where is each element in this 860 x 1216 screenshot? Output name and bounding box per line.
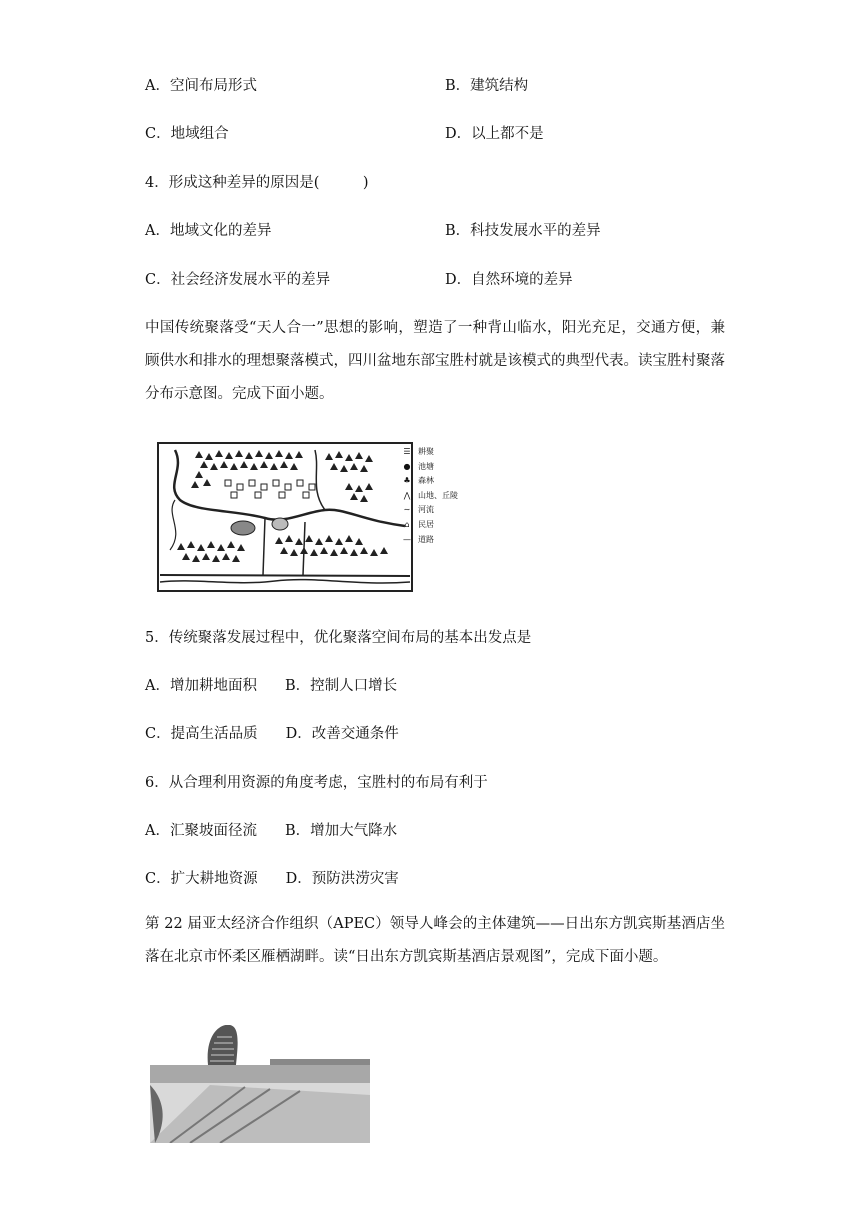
- q5-option-d: D．改善交通条件: [285, 726, 399, 742]
- settlement-intro: 中国传统聚落受“天人合一”思想的影响，塑造了一种背山临水，阳光充足，交通方便，兼顾供水和排水的理想聚落模式，四川盆地东部宝胜村就是该模式的典型代表。读宝胜村聚落分布示意图。完成下面小题。: [145, 320, 725, 402]
- q4-option-d: D．自然环境的差异: [445, 272, 573, 288]
- forest-icon: ♣: [403, 476, 411, 486]
- q4-option-b: B．科技发展水平的差异: [445, 223, 601, 239]
- legend-item: ♣ 森林: [400, 474, 458, 489]
- q5-option-b: B．控制人口增长: [284, 678, 398, 694]
- road-icon: —: [403, 534, 411, 544]
- option-row: [145, 76, 257, 96]
- q4-option-c: C．社会经济发展水平的差异: [145, 272, 331, 288]
- q6-option-a: A．汇聚坡面径流: [145, 823, 257, 839]
- pond-icon: ●: [403, 461, 411, 471]
- question-6-stem: 6．从合理利用资源的角度考虑，宝胜村的布局有利于: [145, 775, 488, 791]
- mountain-icon: ⋀: [403, 490, 411, 500]
- river-icon: ∼: [403, 505, 411, 515]
- house-icon: ⌂: [404, 519, 410, 529]
- option-d: D．以上都不是: [445, 126, 544, 142]
- legend-item: ⋀ 山地、丘陵: [400, 489, 458, 504]
- legend-item: ● 池塘: [400, 460, 458, 475]
- legend-item: — 道路: [400, 533, 458, 548]
- legend-item: ∼ 河流: [400, 503, 458, 518]
- q6-option-b: B．增加大气降水: [284, 823, 398, 839]
- q6-option-d: D．预防洪涝灾害: [285, 871, 399, 887]
- map-legend: [400, 445, 458, 547]
- q4-option-a: A．地域文化的差异: [145, 223, 272, 239]
- q5-options-row-1: [145, 676, 397, 696]
- question-4-stem: 4．形成这种差异的原因是( ): [145, 175, 369, 191]
- farmland-icon: ☰: [403, 447, 411, 456]
- settlement-map: [155, 440, 520, 600]
- q5-options-row-2: [145, 724, 399, 744]
- q5-option-a: A．增加耕地面积: [145, 678, 257, 694]
- hotel-intro: 第 22 届亚太经济合作组织（APEC）领导人峰会的主体建筑——日出东方凯宾斯基酒店坐落在北京市怀柔区雁栖湖畔。读“日出东方凯宾斯基酒店景观图”，完成下面小题。: [145, 916, 725, 965]
- q6-options-row-1: [145, 821, 397, 841]
- option-a: A．空间布局形式: [145, 78, 257, 94]
- hotel-landscape-photo: [150, 1025, 370, 1143]
- option-c: C．地域组合: [145, 126, 229, 142]
- map-drawing: [155, 440, 415, 595]
- question-5-stem: 5．传统聚落发展过程中，优化聚落空间布局的基本出发点是: [145, 630, 532, 646]
- q6-option-c: C．扩大耕地资源: [145, 871, 258, 887]
- q6-options-row-2: [145, 869, 399, 889]
- legend-item: ☰ 耕聚: [400, 445, 458, 460]
- legend-item: ⌂ 民居: [400, 518, 458, 533]
- q5-option-c: C．提高生活品质: [145, 726, 258, 742]
- option-b: B．建筑结构: [445, 78, 529, 94]
